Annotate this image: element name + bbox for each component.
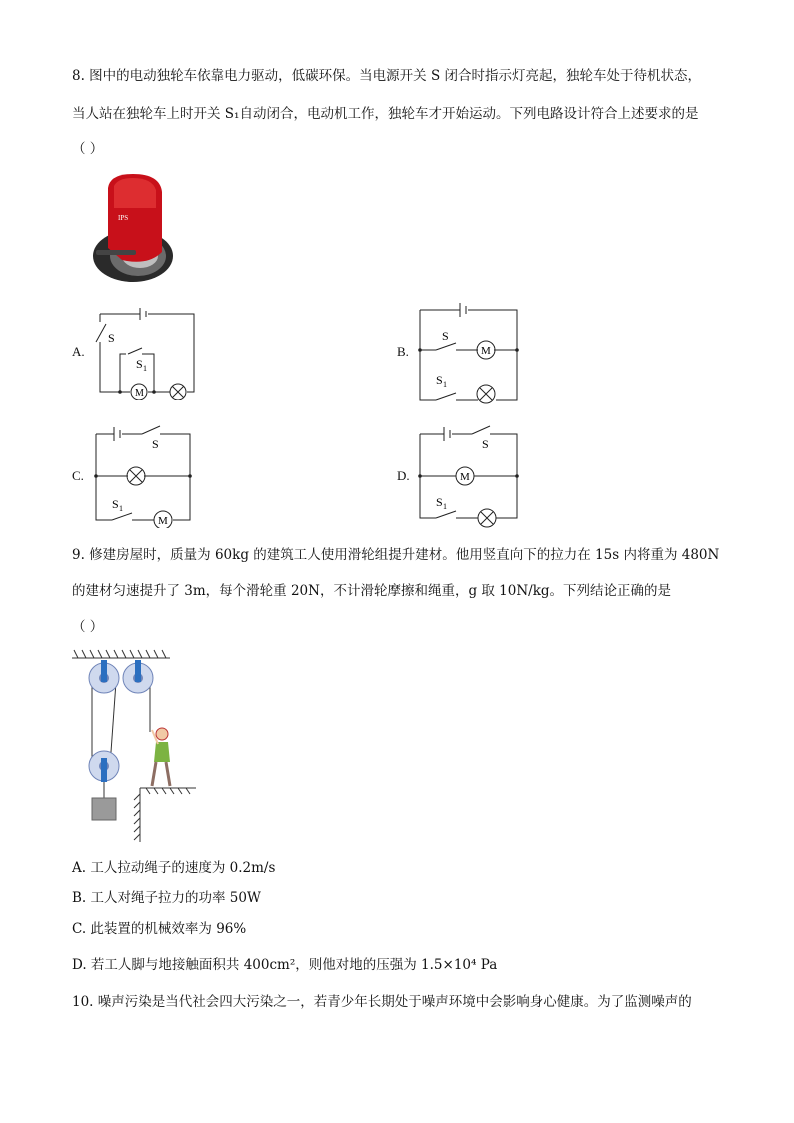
circuit-option-c [90, 424, 196, 528]
q8-answer-bracket: （ ） [72, 141, 104, 157]
switch-s-label-b: S [442, 329, 449, 343]
unicycle-image [88, 168, 178, 284]
option-b-label: B. [397, 344, 409, 359]
motor-symbol-c: M [158, 515, 168, 527]
motor-symbol-a: M [135, 388, 144, 399]
motor-symbol-b: M [481, 345, 491, 357]
switch-s1-label-b: S [436, 373, 443, 387]
svg-text:1: 1 [443, 502, 447, 511]
q8-stem-line2: 当人站在独轮车上时开关 S₁自动闭合，电动机工作，独轮车才开始运动。下列电路设计符合上述要求的是 [72, 106, 699, 122]
q9-option-c: C. 此装置的机械效率为 96% [72, 921, 247, 937]
switch-s-label-a: S [108, 331, 115, 345]
option-c-label: C. [72, 468, 84, 483]
circuit-option-d [414, 424, 524, 528]
switch-s1-label-a: S [136, 357, 143, 371]
q9-stem-line1: 9. 修建房屋时，质量为 60kg 的建筑工人使用滑轮组提升建材。他用竖直向下的拉力在 15s 内将重为 480N [72, 547, 720, 563]
option-a-label: A. [72, 344, 85, 359]
q10-stem-line1: 10. 噪声污染是当代社会四大污染之一，若青少年长期处于噪声环境中会影响身心健康。为了监测噪声的 [72, 994, 692, 1010]
switch-s1-label-d: S [436, 495, 443, 509]
circuit-option-a [90, 300, 200, 400]
q9-answer-bracket: （ ） [72, 619, 104, 635]
svg-text:1: 1 [119, 504, 123, 513]
q9-stem-line2: 的建材匀速提升了 3m，每个滑轮重 20N，不计滑轮摩擦和绳重，g 取 10N/kg。下列结论正确的是 [72, 583, 672, 599]
svg-text:1: 1 [443, 380, 447, 389]
svg-text:1: 1 [143, 364, 147, 373]
worker-figure [152, 728, 170, 786]
q9-option-d: D. 若工人脚与地接触面积共 400cm²，则他对地的压强为 1.5×10⁴ Pa [72, 957, 498, 973]
brand-logo: IPS [118, 214, 129, 222]
option-d-label: D. [397, 468, 410, 483]
pulley-system-image [70, 648, 200, 844]
switch-s1-label-c: S [112, 497, 119, 511]
q9-option-a: A. 工人拉动绳子的速度为 0.2m/s [72, 860, 276, 876]
switch-s-label-d: S [482, 437, 489, 451]
q9-option-b: B. 工人对绳子拉力的功率 50W [72, 890, 261, 906]
q8-stem-line1: 8. 图中的电动独轮车依靠电力驱动，低碳环保。当电源开关 S 闭合时指示灯亮起，独轮车处于待机状态， [72, 68, 702, 84]
motor-symbol-d: M [460, 471, 470, 483]
switch-s-label-c: S [152, 437, 159, 451]
circuit-option-b [414, 296, 524, 408]
